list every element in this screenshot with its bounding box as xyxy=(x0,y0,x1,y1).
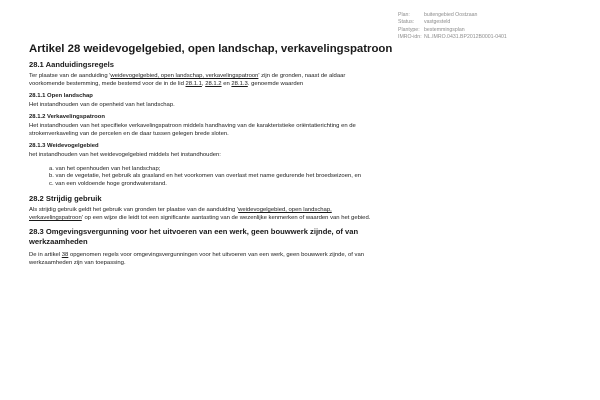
plan-metadata xyxy=(398,12,507,42)
meta-key: Status: xyxy=(398,19,415,26)
ref-link-28-1-3[interactable]: 28.1.3 xyxy=(231,81,248,87)
text-span: Als strijdig gebruik geldt het gebruik van gronden ter plaatse van de aanduiding ' xyxy=(29,207,239,214)
designation-link[interactable]: weidevogelgebied, open landschap, xyxy=(238,207,332,214)
ref-link-28-1-1[interactable]: 28.1.1 xyxy=(185,81,202,87)
text-span: ' op een wijze die leidt tot een significante aantasting van de wezenlijke kenmerken of waarden van het gebied. xyxy=(81,215,371,222)
meta-row-status xyxy=(398,19,507,26)
subsection-text-28-1-2 xyxy=(29,122,574,138)
meta-row-plantype xyxy=(398,27,507,34)
heading-line: werkzaamheden xyxy=(29,237,88,247)
text-span: Ter plaatse van de aanduiding ' xyxy=(29,73,111,79)
section-heading-28-1: 28.1 Aanduidingsregels xyxy=(29,60,114,69)
subsection-heading-28-1-1: 28.1.1 Open landschap xyxy=(29,93,93,99)
section-heading-28-3 xyxy=(29,227,574,247)
heading-line: 28.3 Omgevingsvergunning voor het uitvoeren van een werk, geen bouwwerk zijnde, of van xyxy=(29,227,359,237)
meta-key: Plantype: xyxy=(398,26,420,33)
text-span: , xyxy=(201,81,206,87)
meta-value: NL.IMRO.0431.BP2012B0001-0401 xyxy=(424,34,507,41)
text-span: ' zijn de gronden, naast de aldaar xyxy=(258,73,346,79)
subsection-text-28-1-1: Het instandhouden van de openheid van het landschap. xyxy=(29,102,175,108)
text-line: Het instandhouden van het specifieke verkavelingspatroon middels handhaving van de karakteristieke oriëntatierichting en de xyxy=(29,123,356,129)
section-paragraph-28-2 xyxy=(29,206,574,222)
article-content xyxy=(29,62,574,272)
list-item: a. van het openhouden van het landschap; xyxy=(49,166,161,172)
meta-key: Plan: xyxy=(398,12,410,18)
section-paragraph-28-3 xyxy=(29,251,574,267)
designation-link[interactable]: weidevogelgebied, open landschap, verkavelingspatroon xyxy=(110,73,259,79)
meta-value: bestemmingsplan xyxy=(424,26,465,33)
text-span: werkzaamheden zijn van toepassing. xyxy=(29,260,126,267)
section-heading-28-2: 28.2 Strijdig gebruik xyxy=(29,194,102,204)
subsection-heading-28-1-3: 28.1.3 Weidevogelgebied xyxy=(29,143,99,149)
meta-key: IMRO-idn: xyxy=(398,34,422,41)
subsection-intro-28-1-3: het instandhouden van het weidevogelgebied middels het instandhouden: xyxy=(29,152,221,158)
list-item: c. van een voldoende hoge grondwaterstand. xyxy=(49,180,167,187)
ref-link-28-1-2[interactable]: 28.1.2 xyxy=(205,81,222,87)
text-line: strokenverkaveling van de percelen en de daar tussen gelegen brede sloten. xyxy=(29,131,229,137)
designation-link[interactable]: verkavelingspatroon xyxy=(29,215,82,222)
section-paragraph-28-1 xyxy=(29,72,574,88)
meta-row-plan xyxy=(398,12,507,19)
text-span: . genoemde waarden xyxy=(247,81,304,87)
meta-value: buitengebied Oostzaan xyxy=(424,12,478,18)
text-span: voorkomende bestemming, mede bestemd voor de in de lid xyxy=(29,81,186,87)
list-item: b. van de vegetatie, het gebruik als grasland en het voorkomen van overlast met name gedurende het broedseizoen, en xyxy=(49,173,362,180)
text-span: De in artikel xyxy=(29,252,62,259)
value-list xyxy=(49,166,574,188)
meta-value: vastgesteld xyxy=(424,19,451,26)
subsection-heading-28-1-2: 28.1.2 Verkavelingspatroon xyxy=(29,114,105,120)
ref-link-article-38[interactable]: 38 xyxy=(61,252,69,259)
article-title: Artikel 28 weidevogelgebied, open landschap, verkavelingspatroon xyxy=(29,43,393,55)
text-span: opgenomen regels voor omgevingsvergunningen voor het uitvoeren van een werk, geen bouwwerk zijnde, of van xyxy=(68,252,365,259)
text-span: en xyxy=(221,81,232,87)
meta-row-imro xyxy=(398,34,507,41)
